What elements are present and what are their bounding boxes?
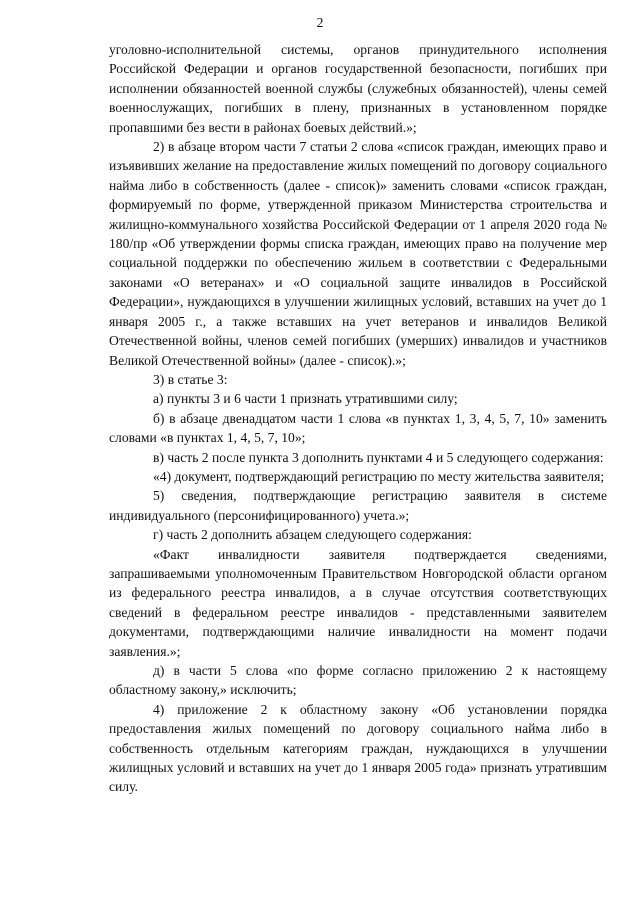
paragraph-subitem-g: г) часть 2 дополнить абзацем следующего содержания: <box>153 527 472 543</box>
paragraph-quoted-disability-fact: «Факт инвалидности заявителя подтверждается сведениями, запрашиваемыми уполномоченным Правительством Новгородской области органом из федерального реестра инвалидов, а в случае отсутствия соответствующих сведений в федеральном реестре инвалидов - представленными заявителем документами, подтверждающими наличие инвалидности на момент подачи заявления.»; <box>109 546 607 659</box>
paragraph-item-3: 3) в статье 3: <box>153 371 228 387</box>
document-body <box>109 40 607 797</box>
paragraph-continuation: уголовно-исполнительной системы, органов принудительного исполнения Российской Федерации и органов государственной безопасности, погибших при исполнении обязанностей военной службы (служебных обязанностей), члены семей военнослужащих, погибших в плену, признанных в установленном порядке пропавшими без вести в районах боевых действий.»; <box>109 42 607 135</box>
paragraph-quoted-point-5: 5) сведения, подтверждающие регистрацию заявителя в системе индивидуального (персонифицированного) учета.»; <box>109 488 607 523</box>
paragraph-subitem-a: а) пункты 3 и 6 части 1 признать утратившими силу; <box>153 391 458 407</box>
paragraph-item-2: 2) в абзаце втором части 7 статьи 2 слова «список граждан, имеющих право и изъявивших желание на предоставление жилых помещений по договору социального найма либо в собственность (далее - список)» заменить словами «список граждан, формируемый по форме, утвержденной приказом Министерства строительства и жилищно-коммунального хозяйства Российской Федерации от 1 апреля 2020 года № 180/пр «Об утверждении формы списка граждан, имеющих право на получение мер социальной поддержки по обеспечению жильем в соответствии с Федеральными законами «О ветеранах» и «О социальной защите инвалидов в Российской Федерации», нуждающихся в улучшении жилищных условий, вставших на учет до 1 января 2005 г., а также вставших на учет ветеранов и инвалидов Великой Отечественной войны, членов семей погибших (умерших) инвалидов и участников Великой Отечественной войны» (далее - список).»; <box>109 139 607 368</box>
paragraph-subitem-v: в) часть 2 после пункта 3 дополнить пунктами 4 и 5 следующего содержания: <box>153 449 604 465</box>
paragraph-subitem-b: б) в абзаце двенадцатом части 1 слова «в пунктах 1, 3, 4, 5, 7, 10» заменить словами «в пунктах 1, 4, 5, 7, 10»; <box>109 410 607 446</box>
page-number: 2 <box>316 15 324 30</box>
paragraph-quoted-point-4: «4) документ, подтверждающий регистрацию по месту жительства заявителя; <box>153 468 605 484</box>
paragraph-item-4: 4) приложение 2 к областному закону «Об установлении порядка предоставления жилых помещений по договору социального найма либо в собственность отдельным категориям граждан, нуждающихся в улучшении жилищных условий и вставших на учет до 1 января 2005 года» признать утратившим силу. <box>109 701 607 795</box>
paragraph-subitem-d: д) в части 5 слова «по форме согласно приложению 2 к настоящему областному закону,» исключить; <box>109 663 607 698</box>
